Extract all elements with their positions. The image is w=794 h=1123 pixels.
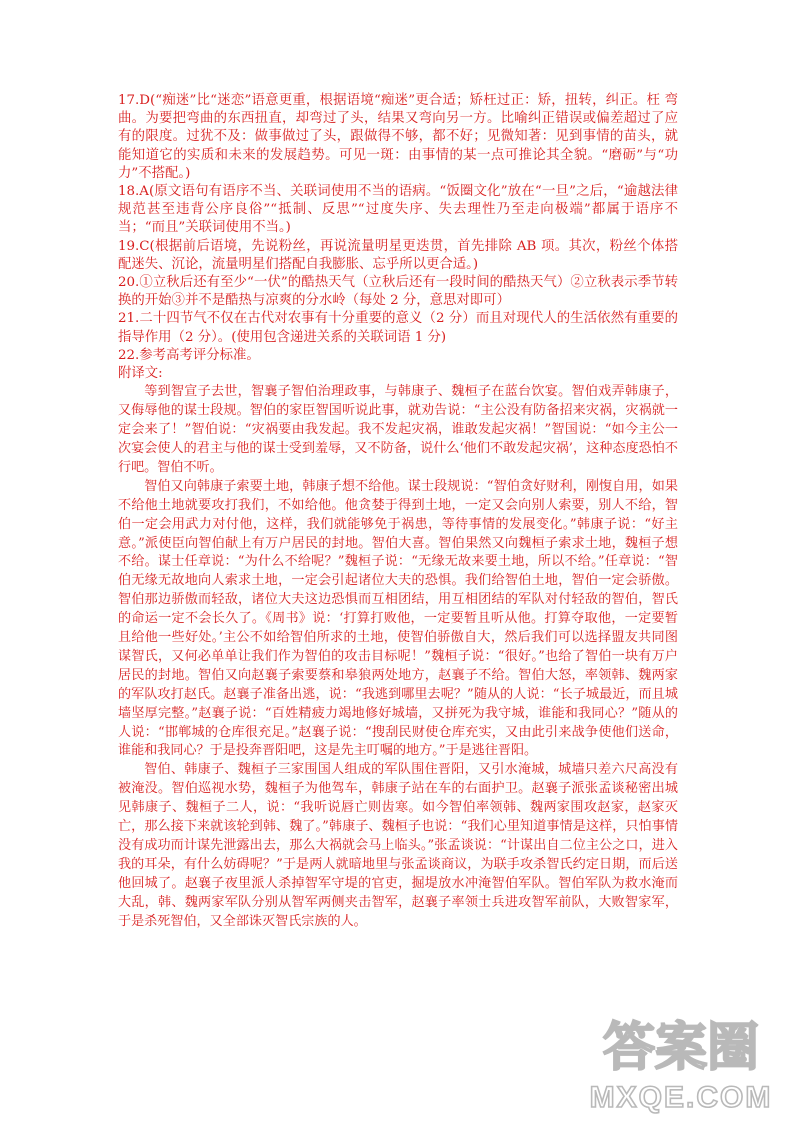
logo-text-top: 答案圈: [602, 1018, 760, 1078]
answer-20: 20.①立秋后还有至少“一伏”的酷热天气（立秋后还有一段时间的酷热天气）②立秋表示季节转换的开始③并不是酷热与凉爽的分水岭（每处 2 分，意思对即可）: [118, 275, 678, 309]
translation-paragraph-3: 智伯、韩康子、魏桓子三家围国人组成的军队围住晋阳，又引水淹城，城墙只差六尺高没有被淹没。智伯巡视水势，魏桓子为他驾车，韩康子站在车的右面护卫。赵襄子派张孟谈秘密出城见韩康子、魏桓子二人，说：“我听说唇亡则齿寒。如今智伯率领韩、魏两家围攻赵家，赵家灭亡，那么接下来就该轮到韩、魏了。”韩康子、魏桓子也说：“我们心里知道事情是这样，只怕事情没有成功而计谋先泄露出去，那么大祸就会马上临头。”张孟谈说：“计谋出自二位主公之口，进入我的耳朵，有什么妨碍呢？”于是两人就暗地里与张孟谈商议，为联手攻杀智氏约定日期，而后送他回城了。赵襄子夜里派人杀掉智军守堤的官吏，掘堤放水冲淹智伯军队。智伯军队为救水淹而大乱，韩、魏两家军队分别从智军两侧夹击智军，赵襄子率领士兵进攻智军前队，大败智家军，于是杀死智伯，又全部诛灭智氏宗族的人。: [118, 762, 678, 929]
answer-18: 18.A(原文语句有语序不当、关联词使用不当的语病。“饭圈文化”放在“一旦”之后，“逾越法律规范甚至违背公序良俗”“抵制、反思”“过度失序、失去理性乃至走向极端”都属于语序不当；“而且”关联词使用不当。): [118, 184, 678, 236]
translation-heading: 附译文:: [118, 366, 163, 382]
site-logo: [586, 1007, 776, 1115]
answer-sheet: [118, 92, 678, 932]
translation-paragraph-2: 智伯又向韩康子索要土地，韩康子想不给他。谋士段规说：“智伯贪好财利，刚愎自用，如果不给他土地就要攻打我们，不如给他。他贪婪于得到土地，一定又会向别人索要，别人不给，智伯一定会用武力对付他，这样，我们就能够免于祸患，等待事情的发展变化。”韩康子说：“好主意。”派使臣向智伯献上有万户居民的封地。智伯大喜。智伯果然又向魏桓子索求土地，魏桓子想不给。谋士任章说：“为什么不给呢？”魏桓子说：“无缘无故来要土地，所以不给。”任章说：“智伯无缘无故地向人索求土地，一定会引起诸位大夫的恐惧。我们给智伯土地，智伯一定会骄傲。智伯那边骄傲而轻敌，诸位大夫这边恐惧而互相团结，用互相团结的军队对付轻敌的智伯，智氏的命运一定不会长久了。《周书》说：‘打算打败他，一定要暂且听从他。打算夺取他，一定要暂且给他一些好处。’主公不如给智伯所求的土地，使智伯骄傲自大，然后我们可以选择盟友共同图谋智氏，又何必单单让我们作为智伯的攻击目标呢！”魏桓子说：“很好。”也给了智伯一块有万户居民的封地。智伯又向赵襄子索要蔡和皋狼两处地方，赵襄子不给。智伯大怒，率领韩、魏两家的军队攻打赵氏。赵襄子准备出逃，说：“我逃到哪里去呢？”随从的人说：“长子城最近，而且城墙坚厚完整。”赵襄子说：“百姓精疲力竭地修好城墙，又拼死为我守城，谁能和我同心？”随从的人说：“邯郸城的仓库很充足。”赵襄子说：“搜刮民财使仓库充实，又由此引来战争使他们送命，谁能和我同心？于是投奔晋阳吧，这是先主叮嘱的地方。”于是逃往晋阳。: [118, 478, 678, 759]
answer-19: 19.C(根据前后语境，先说粉丝，再说流量明星更迭贯，首先排除 AB 项。其次，粉丝个体搭配迷失、沉论，流量明星们搭配自我膨胀、忘乎所以更合适。): [118, 238, 678, 272]
answer-21: 21.二十四节气不仅在古代对农事有十分重要的意义（2 分）而且对现代人的生活依然有重要的指导作用（2 分）。(使用包含递进关系的关联词语 1 分): [118, 311, 678, 345]
answer-17: 17.D(“痴迷”比“迷恋”语意更重，根据语境“痴迷”更合适；矫枉过正：矫，扭转，纠正。枉 弯曲。为要把弯曲的东西扭直，却弯过了头，结果又弯向另一方。比喻纠正错误或偏差超过了应有的限度。过犹不及：做事做过了头，跟做得不够，都不好；见微知著：见到事情的苗头，就能知道它的实质和未来的发展趋势。可见一斑：由事情的某一点可推论其全貌。“磨砺”与“功力”不搭配。): [118, 93, 678, 181]
answer-22: 22.参考高考评分标准。: [118, 347, 260, 363]
translation-paragraph-1: 等到智宣子去世，智襄子智伯治理政事，与韩康子、魏桓子在蓝台饮宴。智伯戏弄韩康子，又侮辱他的谋士段规。智伯的家臣智国听说此事，就劝告说：“主公没有防备招来灾祸，灾祸就一定会来了！”智伯说：“灾祸要由我发起。我不发起灾祸，谁敢发起灾祸！”智国说：“如今主公一次宴会使人的君主与他的谋士受到羞辱，又不防备，说什么‘他们不敢发起灾祸’，这种态度恐怕不行吧。智伯不听。: [118, 384, 678, 475]
logo-text-bottom: MXQE.COM: [589, 1081, 773, 1114]
